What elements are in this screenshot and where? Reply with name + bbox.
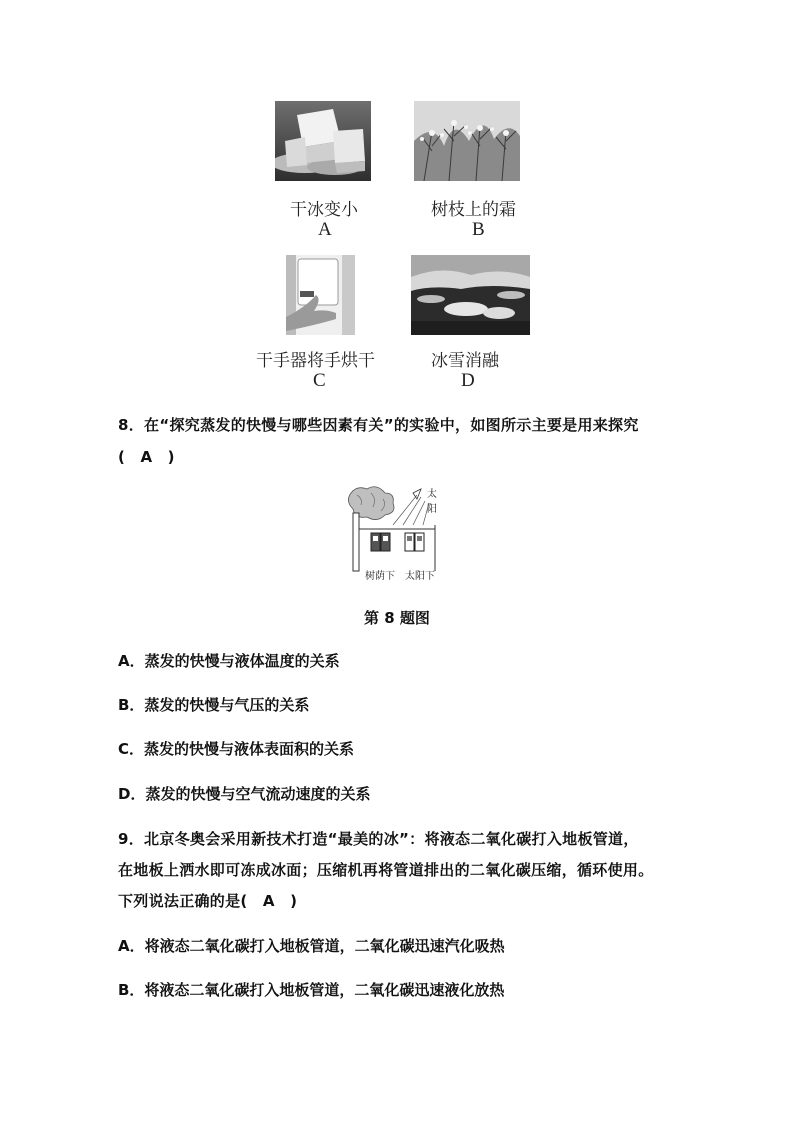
figure-label-sun: 太阳 [427,489,437,515]
question-8-answer: ( A ) [118,448,175,466]
question-8-option-a: A．蒸发的快慢与液体温度的关系 [118,652,340,670]
question-9-line-3: 下列说法正确的是( A ) [118,892,298,910]
question-8-figure [347,485,443,581]
question-8-figure-title: 第 8 题图 [364,609,430,627]
question-9-option-b: B．将液态二氧化碳打入地板管道，二氧化碳迅速液化放热 [118,981,505,999]
question-9-line-2: 在地板上洒水即可冻成冰面；压缩机再将管道排出的二氧化碳压缩，循环使用。 [118,861,654,879]
frost-branches-photo [414,101,520,181]
figure-b-caption: 树枝上的霜 [431,200,516,220]
question-8-option-c: C．蒸发的快慢与液体表面积的关系 [118,740,355,758]
figure-a-caption: 干冰变小 [290,200,358,220]
question-8-option-d: D．蒸发的快慢与空气流动速度的关系 [118,785,371,803]
figure-a-letter: A [318,219,332,240]
figure-d-letter: D [461,370,475,391]
question-9-line-1: 9．北京冬奥会采用新技术打造“最美的冰”：将液态二氧化碳打入地板管道， [118,830,639,848]
sun-cloth-icon [405,533,424,551]
question-8-option-b: B．蒸发的快慢与气压的关系 [118,696,310,714]
figure-label-sunlight: 太阳下 [405,571,435,582]
figure-label-shade: 树荫下 [365,571,395,582]
hand-dryer-photo [286,255,355,335]
figure-d-caption: 冰雪消融 [431,351,499,371]
dry-ice-photo [275,101,371,181]
question-8-text: 8．在“探究蒸发的快慢与哪些因素有关”的实验中，如图所示主要是用来探究 [118,416,639,434]
question-9-option-a: A．将液态二氧化碳打入地板管道，二氧化碳迅速汽化吸热 [118,937,505,955]
figure-c-caption: 干手器将手烘干 [256,351,375,371]
figure-b-letter: B [472,219,485,240]
shade-cloth-icon [371,533,390,551]
figure-c-letter: C [313,370,326,391]
melting-ice-photo [411,255,530,335]
